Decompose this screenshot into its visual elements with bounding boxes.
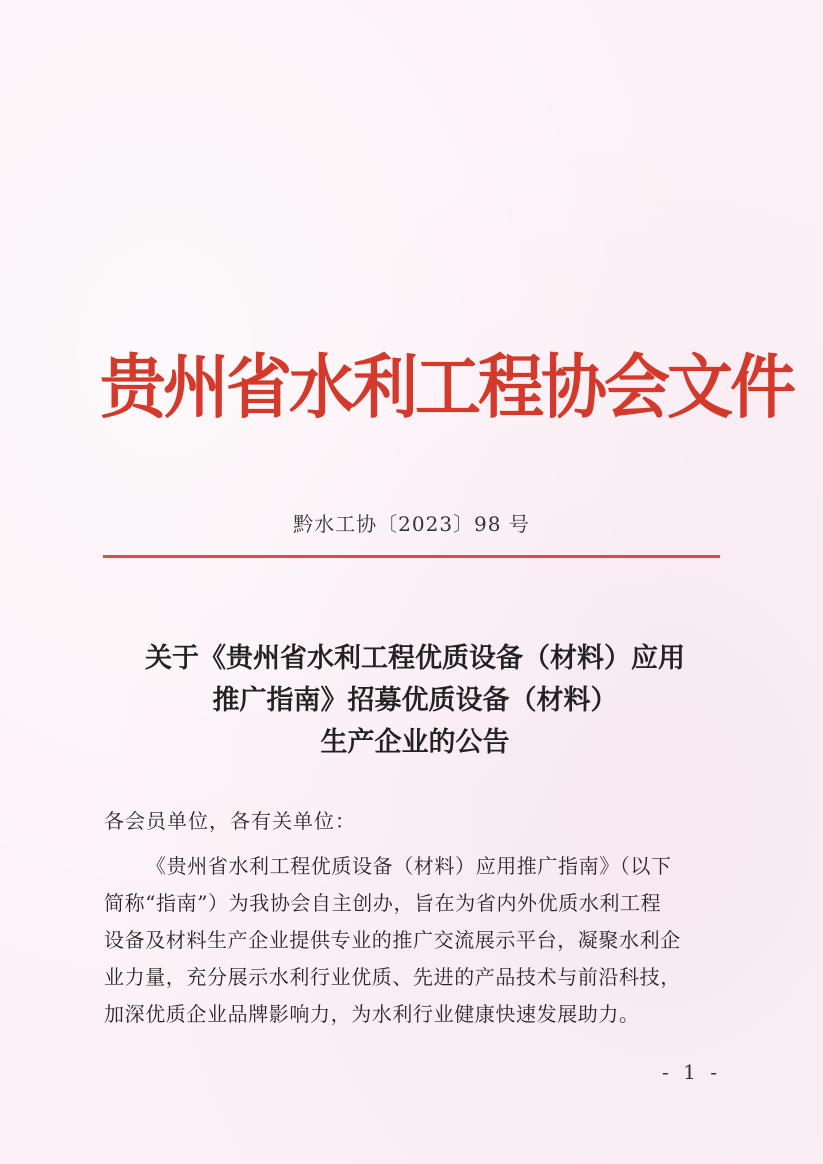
notice-title	[90, 638, 740, 764]
body-line-3: 设备及材料生产企业提供专业的推广交流展示平台，凝聚水利企	[104, 928, 681, 952]
body-line-2: 简称“指南”）为我协会自主创办，旨在为省内外优质水利工程	[104, 891, 662, 915]
notice-title-line-1: 关于《贵州省水利工程优质设备（材料）应用	[145, 643, 685, 674]
body-line-5: 加深优质企业品牌影响力，为水利行业健康快速发展助力。	[104, 1002, 640, 1026]
page-number: - 1 -	[662, 1060, 721, 1084]
salutation: 各会员单位，各有关单位：	[104, 809, 356, 833]
red-divider-line	[103, 555, 720, 558]
body-line-1: 《贵州省水利工程优质设备（材料）应用推广指南》（以下	[146, 854, 672, 878]
notice-title-line-3: 生产企业的公告	[320, 727, 510, 758]
masthead-title: 贵州省水利工程协会文件	[100, 347, 793, 428]
document-number: 黔水工协〔2023〕98 号	[293, 512, 530, 536]
body-line-4: 业力量，充分展示水利行业优质、先进的产品技术与前沿科技，	[104, 965, 681, 989]
notice-title-line-2: 推广指南》招募优质设备（材料）	[212, 685, 618, 716]
body-paragraph	[104, 848, 716, 1033]
